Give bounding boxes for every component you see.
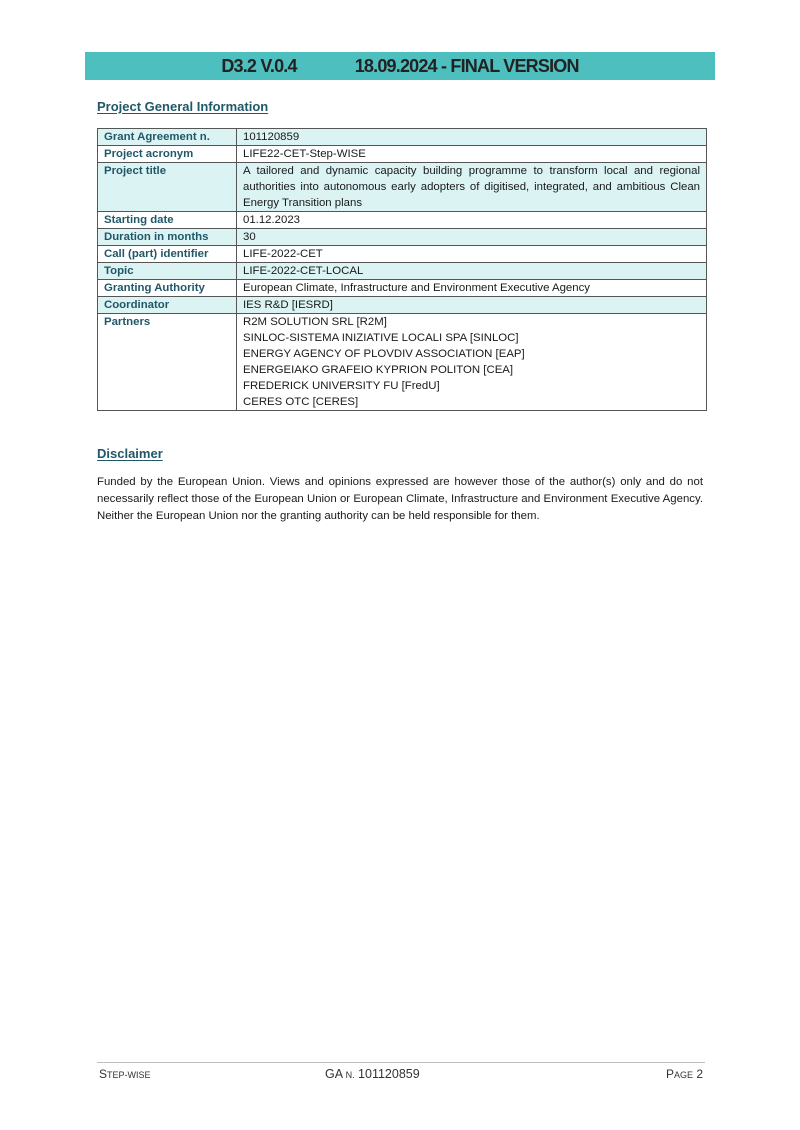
footer-project-name: STEP-WISE [99, 1067, 151, 1081]
row-label: Partners [98, 314, 237, 411]
row-label: Coordinator [98, 297, 237, 314]
row-value: 101120859 [237, 129, 707, 146]
row-value: 30 [237, 229, 707, 246]
table-row [98, 229, 707, 246]
row-label: Starting date [98, 212, 237, 229]
row-value: IES R&D [IESRD] [237, 297, 707, 314]
partner-item: SINLOC-SISTEMA INIZIATIVE LOCALI SPA [SINLOC] [243, 332, 519, 344]
disclaimer-heading: Disclaimer [97, 446, 163, 461]
row-value: LIFE22-CET-Step-WISE [237, 146, 707, 163]
partner-item: ENERGY AGENCY OF PLOVDIV ASSOCIATION [EAP] [243, 348, 525, 360]
partners-list [237, 314, 707, 411]
table-row [98, 280, 707, 297]
table-row [98, 263, 707, 280]
document-status: 18.09.2024 - FINAL VERSION [354, 55, 579, 76]
project-info-table [97, 128, 707, 411]
table-row [98, 146, 707, 163]
row-value: European Climate, Infrastructure and Environment Executive Agency [237, 280, 707, 297]
row-label: Granting Authority [98, 280, 237, 297]
footer-divider [97, 1062, 705, 1063]
row-label: Project title [98, 163, 237, 212]
footer-page-number: PAGE 2 [665, 1067, 703, 1081]
row-label: Call (part) identifier [98, 246, 237, 263]
table-row [98, 129, 707, 146]
table-row [98, 163, 707, 212]
document-header-banner [85, 52, 715, 80]
document-version: D3.2 V.0.4 [221, 55, 297, 76]
partner-item: ENERGEIAKO GRAFEIO KYPRION POLITON [CEA] [243, 364, 514, 376]
row-label: Grant Agreement n. [98, 129, 237, 146]
row-value: 01.12.2023 [237, 212, 707, 229]
row-label: Duration in months [98, 229, 237, 246]
disclaimer-text: Funded by the European Union. Views and opinions expressed are however those of the author(s) only and do not necessarily reflect those of the European Union or European Climate, Infrastructure and Environment Executive Agency. Neither the European Union nor the granting authority can be held responsible for them. [97, 476, 703, 522]
partner-item: R2M SOLUTION SRL [R2M] [243, 316, 387, 328]
partner-item: FREDERICK UNIVERSITY FU [FredU] [243, 380, 440, 392]
table-row [98, 297, 707, 314]
table-row [98, 212, 707, 229]
partner-item: CERES OTC [CERES] [243, 396, 359, 408]
row-label: Project acronym [98, 146, 237, 163]
row-label: Topic [98, 263, 237, 280]
row-value: A tailored and dynamic capacity building programme to transform local and regional authorities into autonomous early adopters of digitised, integrated, and ambitious Clean Energy Transition plans [237, 163, 707, 212]
row-value: LIFE-2022-CET [237, 246, 707, 263]
project-info-heading: Project General Information [97, 99, 269, 114]
table-row [98, 246, 707, 263]
table-row [98, 314, 707, 411]
row-value: LIFE-2022-CET-LOCAL [237, 263, 707, 280]
footer-grant-number: GA N. 101120859 [325, 1067, 420, 1081]
